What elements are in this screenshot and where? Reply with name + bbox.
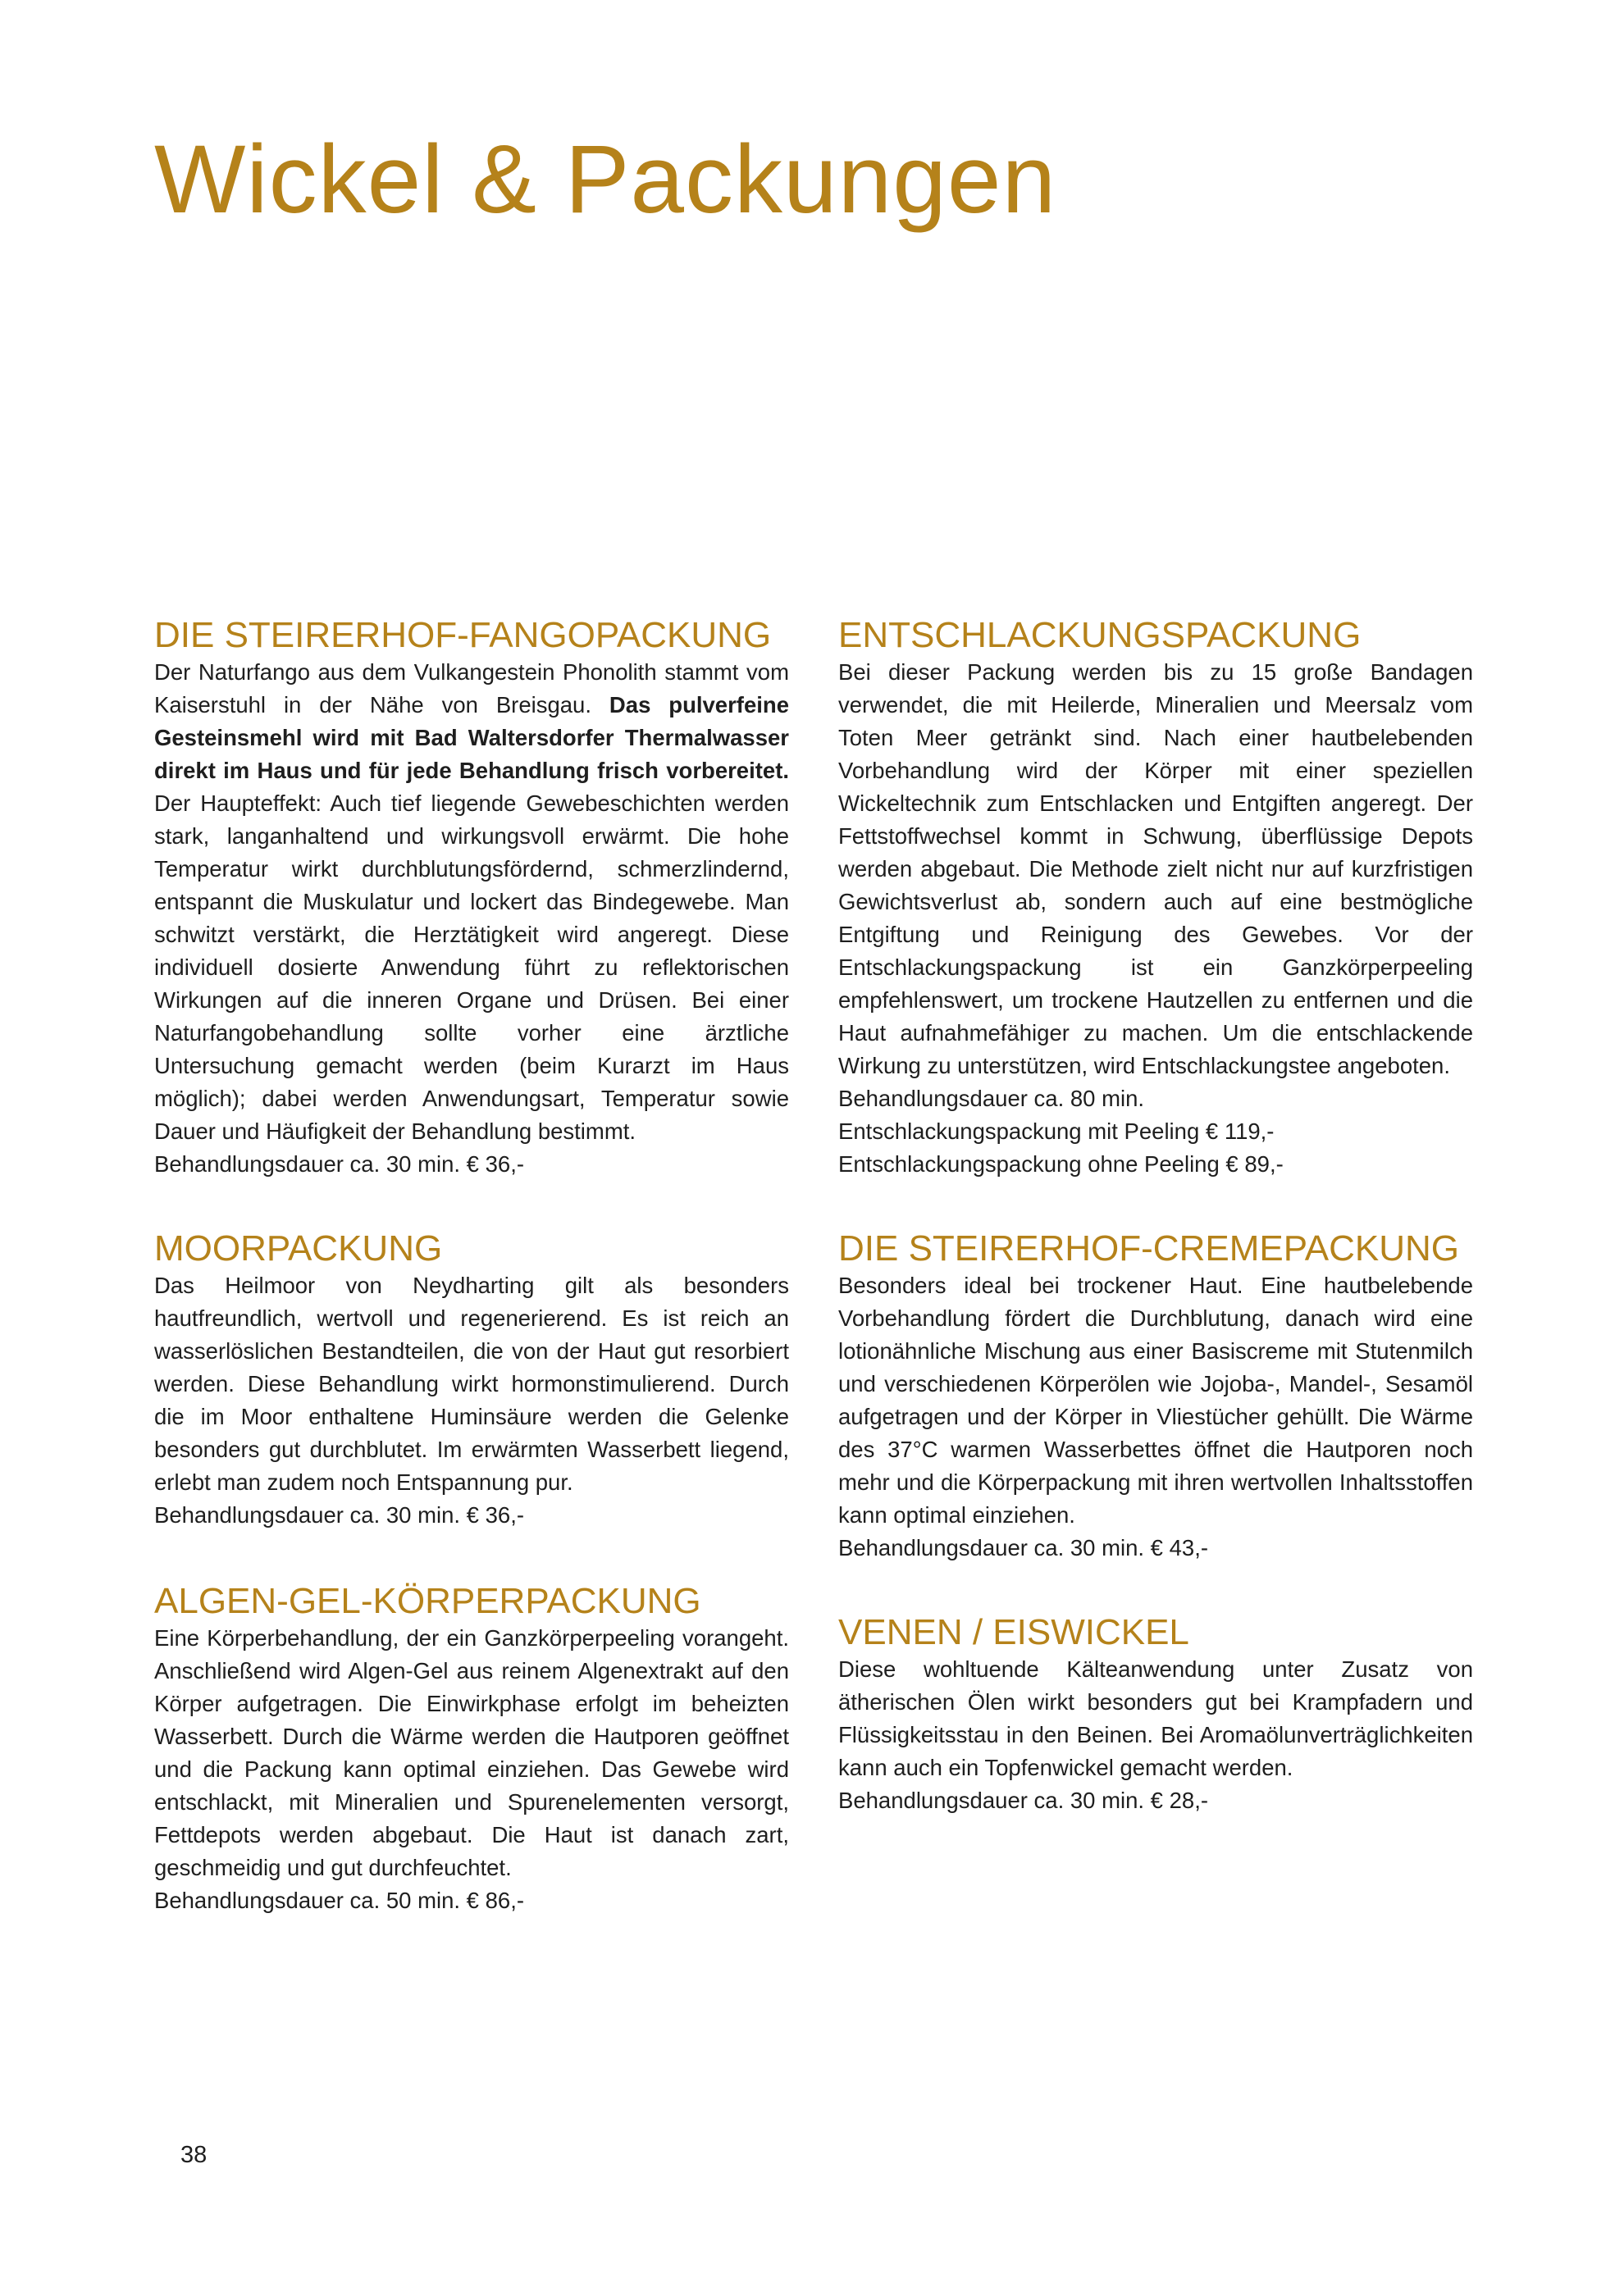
section-text-rest: Der Haupteffekt: Auch tief liegende Gewebeschichten werden stark, langanhaltend und wirkungsvoll erwärmt. Die hohe Temperatur wirkt durchblutungsfördernd, schmerzlindernd, entspannt die Muskulatur und lockert das Bindegewebe. Man schwitzt verstärkt, die Herztätigkeit wird angeregt. Diese individuell dosierte Anwendung führt zu reflektorischen Wirkungen auf die inneren Organe und Drüsen. Bei einer Naturfangobehandlung sollte vorher eine ärztliche Untersuchung gemacht werden (beim Kurarzt im Haus möglich); dabei werden Anwendungsart, Temperatur sowie Dauer und Häufigkeit der Behandlung bestimmt.: [154, 790, 789, 1144]
duration-price: Behandlungsdauer ca. 30 min. € 43,-: [838, 1535, 1208, 1560]
section-heading: VENEN / EISWICKEL: [838, 1612, 1189, 1652]
section-cremepackung: [838, 1228, 1473, 1565]
section-text-bold: Das pulverfeine Gesteinsmehl wird mit Bad Waltersdorfer Thermalwasser direkt im Haus und für jede Behandlung frisch vorbereitet.: [154, 692, 789, 783]
section-heading: MOORPACKUNG: [154, 1228, 443, 1269]
duration-price: Behandlungsdauer ca. 30 min. € 36,-: [154, 1151, 524, 1177]
duration: Behandlungsdauer ca. 80 min.: [838, 1086, 1145, 1111]
section-text: Besonders ideal bei trockener Haut. Eine hautbelebende Vorbehandlung fördert die Durchblutung, danach wird eine lotionähnliche Mischung aus einer Basiscreme mit Stutenmilch und verschiedenen Körperölen wie Jojoba-, Mandel-, Sesamöl aufgetragen und der Körper in Vliestücher gehüllt. Die Wärme des 37°C warmen Wasserbettes öffnet die Hautporen noch mehr und die Körperpackung mit ihren wertvollen Inhaltsstoffen kann optimal einziehen.: [838, 1273, 1473, 1528]
left-column: [154, 615, 789, 1961]
section-heading: ENTSCHLACKUNGSPACKUNG: [838, 615, 1362, 655]
section-text-intro: Der Naturfango aus dem Vulkangestein Phonolith stammt vom Kaiserstuhl in der Nähe von Breisgau.: [154, 659, 789, 718]
section-heading: DIE STEIRERHOF-FANGOPACKUNG: [154, 615, 772, 655]
section-moorpackung: [154, 1228, 789, 1532]
price-without-peeling: Entschlackungspackung ohne Peeling € 89,-: [838, 1151, 1284, 1177]
duration-price: Behandlungsdauer ca. 30 min. € 28,-: [838, 1788, 1208, 1813]
page-title: Wickel & Packungen: [154, 125, 1057, 234]
right-column: [838, 615, 1473, 1861]
duration-price: Behandlungsdauer ca. 30 min. € 36,-: [154, 1502, 524, 1528]
section-entschlackungspackung: [838, 615, 1473, 1181]
section-fangopackung: [154, 615, 789, 1181]
section-text: Das Heilmoor von Neydharting gilt als besonders hautfreundlich, wertvoll und regenerierend. Es ist reich an wasserlöslichen Bestandteilen, die von der Haut gut resorbiert werden. Diese Behandlung wirkt hormonstimulierend. Durch die im Moor enthaltene Huminsäure werden die Gelenke besonders gut durchblutet. Im erwärmten Wasserbett liegend, erlebt man zudem noch Entspannung pur.: [154, 1273, 789, 1495]
section-text: Diese wohltuende Kälteanwendung unter Zusatz von ätherischen Ölen wirkt besonders gut bei Krampfadern und Flüssigkeitsstau in den Beinen. Bei Aromaölunverträglichkeiten kann auch ein Topfenwickel gemacht werden.: [838, 1656, 1473, 1780]
section-text: [154, 656, 789, 1148]
page-number: 38: [180, 2142, 208, 2168]
section-heading: DIE STEIRERHOF-CREMEPACKUNG: [838, 1228, 1460, 1269]
section-venen-eiswickel: [838, 1612, 1473, 1817]
section-text: Bei dieser Packung werden bis zu 15 große Bandagen verwendet, die mit Heilerde, Mineralien und Meersalz vom Toten Meer getränkt sind. Nach einer hautbelebenden Vorbehandlung wird der Körper mit einer speziellen Wickeltechnik zum Entschlacken und Entgiften angeregt. Der Fettstoffwechsel kommt in Schwung, überflüssige Depots werden abgebaut. Die Methode zielt nicht nur auf kurzfristigen Gewichtsverlust ab, sondern auch auf eine bestmögliche Entgiftung und Reinigung des Gewebes. Vor der Entschlackungspackung ist ein Ganzkörperpeeling empfehlenswert, um trockene Hautzellen zu entfernen und die Haut aufnahmefähiger zu machen. Um die entschlackende Wirkung zu unterstützen, wird Entschlackungstee angeboten.: [838, 659, 1473, 1078]
duration-price: Behandlungsdauer ca. 50 min. € 86,-: [154, 1888, 524, 1913]
section-algen-gel: [154, 1581, 789, 1917]
section-text: Eine Körperbehandlung, der ein Ganzkörperpeeling vorangeht. Anschließend wird Algen-Gel aus reinem Algenextrakt auf den Körper aufgetragen. Die Einwirkphase erfolgt im beheizten Wasserbett. Durch die Wärme werden die Hautporen geöffnet und die Packung kann optimal einziehen. Das Gewebe wird entschlackt, mit Mineralien und Spurenelementen versorgt, Fettdepots werden abgebaut. Die Haut ist danach zart, geschmeidig und gut durchfeuchtet.: [154, 1625, 789, 1880]
price-with-peeling: Entschlackungspackung mit Peeling € 119,-: [838, 1118, 1275, 1144]
section-heading: ALGEN-GEL-KÖRPERPACKUNG: [154, 1581, 701, 1621]
